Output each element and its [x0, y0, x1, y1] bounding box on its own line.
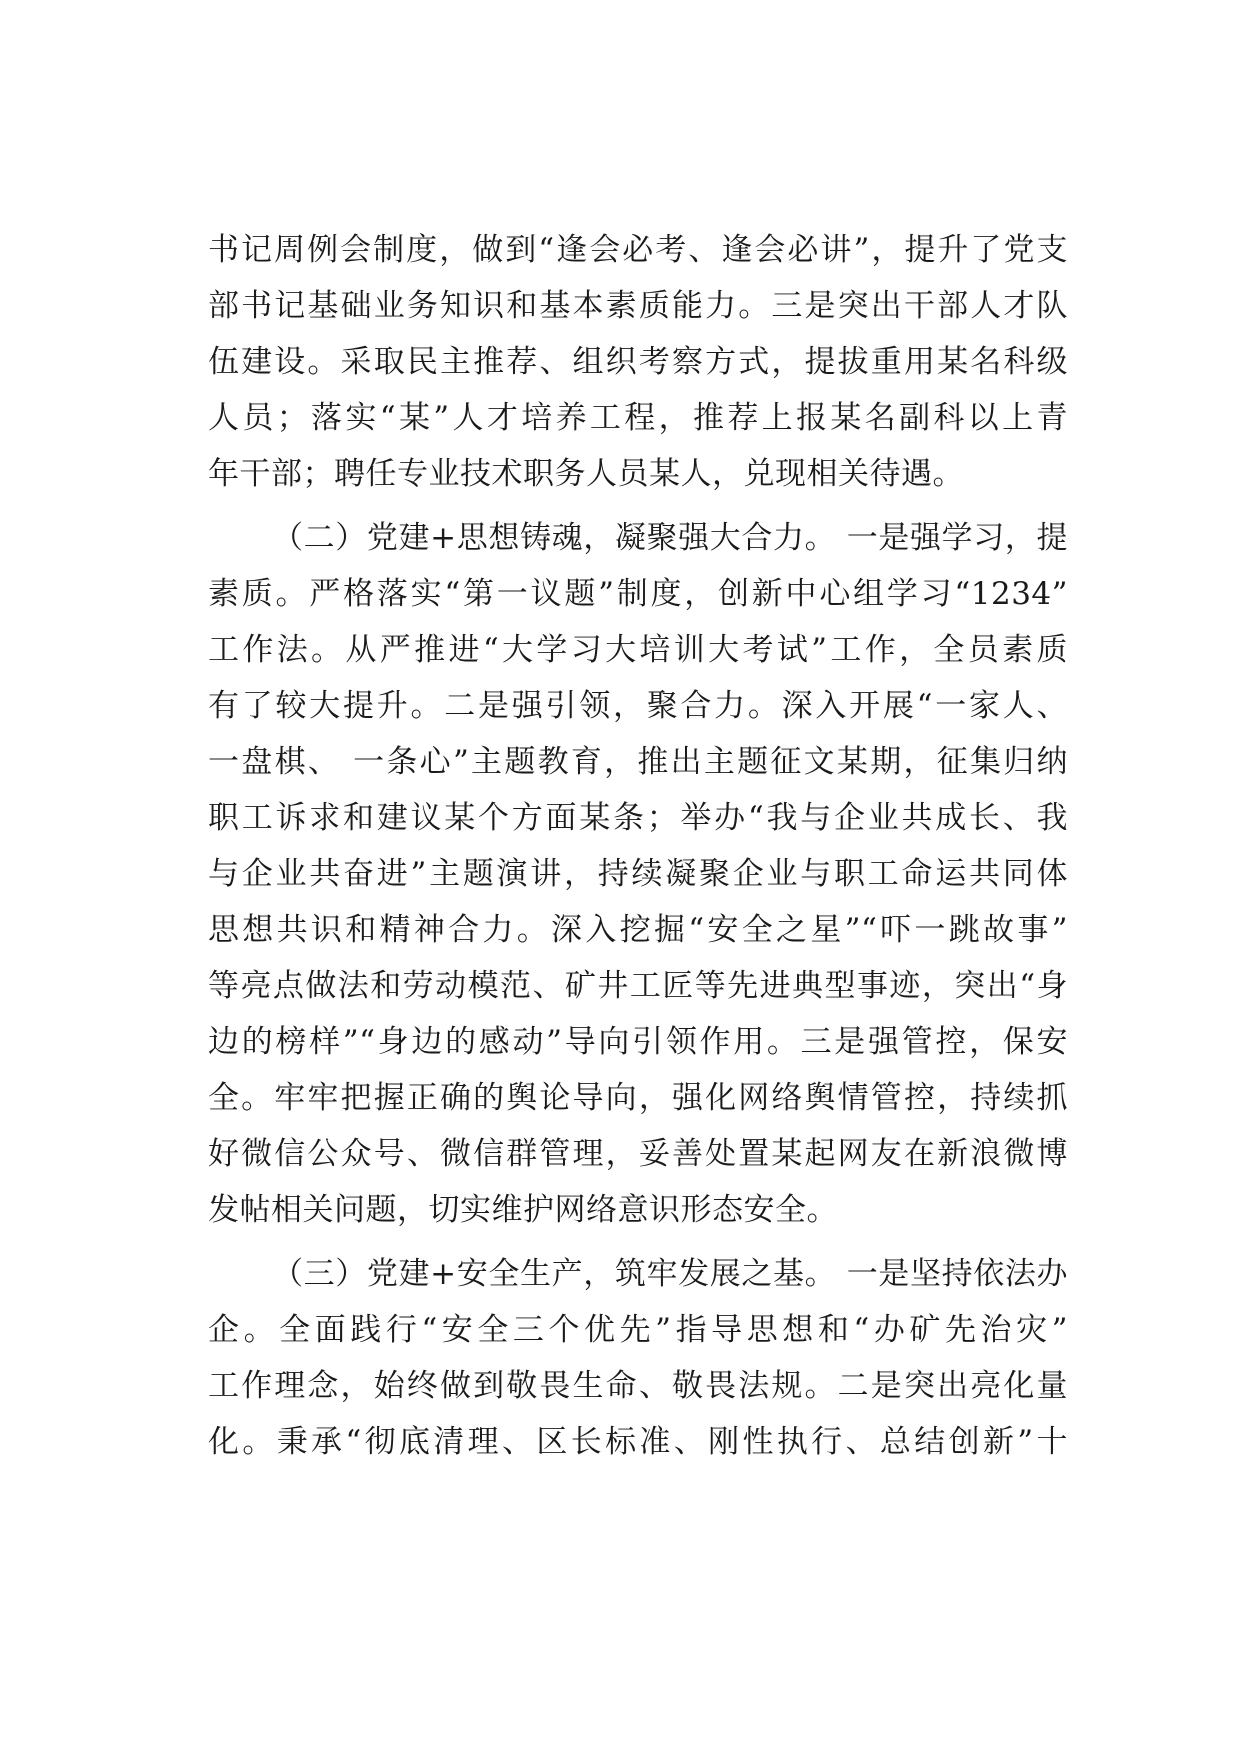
text-line: 工作理念，始终做到敬畏生命、敬畏法规。二是突出亮化量 [208, 1368, 1068, 1404]
text-line: 人员；落实“某”人才培养工程，推荐上报某名副科以上青 [208, 400, 1068, 436]
text-line: 年干部；聘任专业技术职务人员某人，兑现相关待遇。 [208, 456, 964, 492]
paragraph-section-2 [208, 510, 1068, 1238]
text-line: 全。牢牢把握正确的舆论导向，强化网络舆情管控，持续抓 [208, 1080, 1068, 1116]
text-line: 一盘棋、 一条心”主题教育，推出主题征文某期，征集归纳 [208, 744, 1068, 780]
text-line: 化。秉承“彻底清理、区长标准、刚性执行、总结创新”十 [208, 1424, 1068, 1460]
text-line: 等亮点做法和劳动模范、矿井工匠等先进典型事迹，突出“身 [208, 968, 1068, 1004]
text-line: 有了较大提升。二是强引领，聚合力。深入开展“一家人、 [208, 688, 1068, 724]
text-line: 部书记基础业务知识和基本素质能力。三是突出干部人才队 [208, 288, 1068, 324]
text-line: 企。全面践行“安全三个优先”指导思想和“办矿先治灾” [208, 1312, 1068, 1348]
text-line: 职工诉求和建议某个方面某条；举办“我与企业共成长、我 [208, 800, 1068, 836]
text-line: 思想共识和精神合力。深入挖掘“安全之星”“吓一跳故事” [208, 912, 1068, 948]
text-line: 书记周例会制度，做到“逢会必考、逢会必讲”，提升了党支 [208, 232, 1068, 268]
paragraph-continuation [208, 222, 1068, 502]
text-line: 素质。严格落实“第一议题”制度，创新中心组学习“1234” [208, 576, 1068, 612]
body-text [208, 222, 1068, 1470]
text-line: 工作法。从严推进“大学习大培训大考试”工作，全员素质 [208, 632, 1068, 668]
text-line: 发帖相关问题，切实维护网络意识形态安全。 [208, 1192, 838, 1228]
text-line: 伍建设。采取民主推荐、组织考察方式，提拔重用某名科级 [208, 344, 1068, 380]
section-heading-line: （三）党建+安全生产，筑牢发展之基。 一是坚持依法办 [272, 1256, 1068, 1292]
text-line: 边的榜样”“身边的感动”导向引领作用。三是强管控，保安 [208, 1024, 1068, 1060]
paragraph-section-3 [208, 1246, 1068, 1470]
text-line: 与企业共奋进”主题演讲，持续凝聚企业与职工命运共同体 [208, 856, 1068, 892]
section-heading-line: （二）党建+思想铸魂，凝聚强大合力。 一是强学习，提 [272, 520, 1068, 556]
text-line: 好微信公众号、微信群管理，妥善处置某起网友在新浪微博 [208, 1136, 1068, 1172]
